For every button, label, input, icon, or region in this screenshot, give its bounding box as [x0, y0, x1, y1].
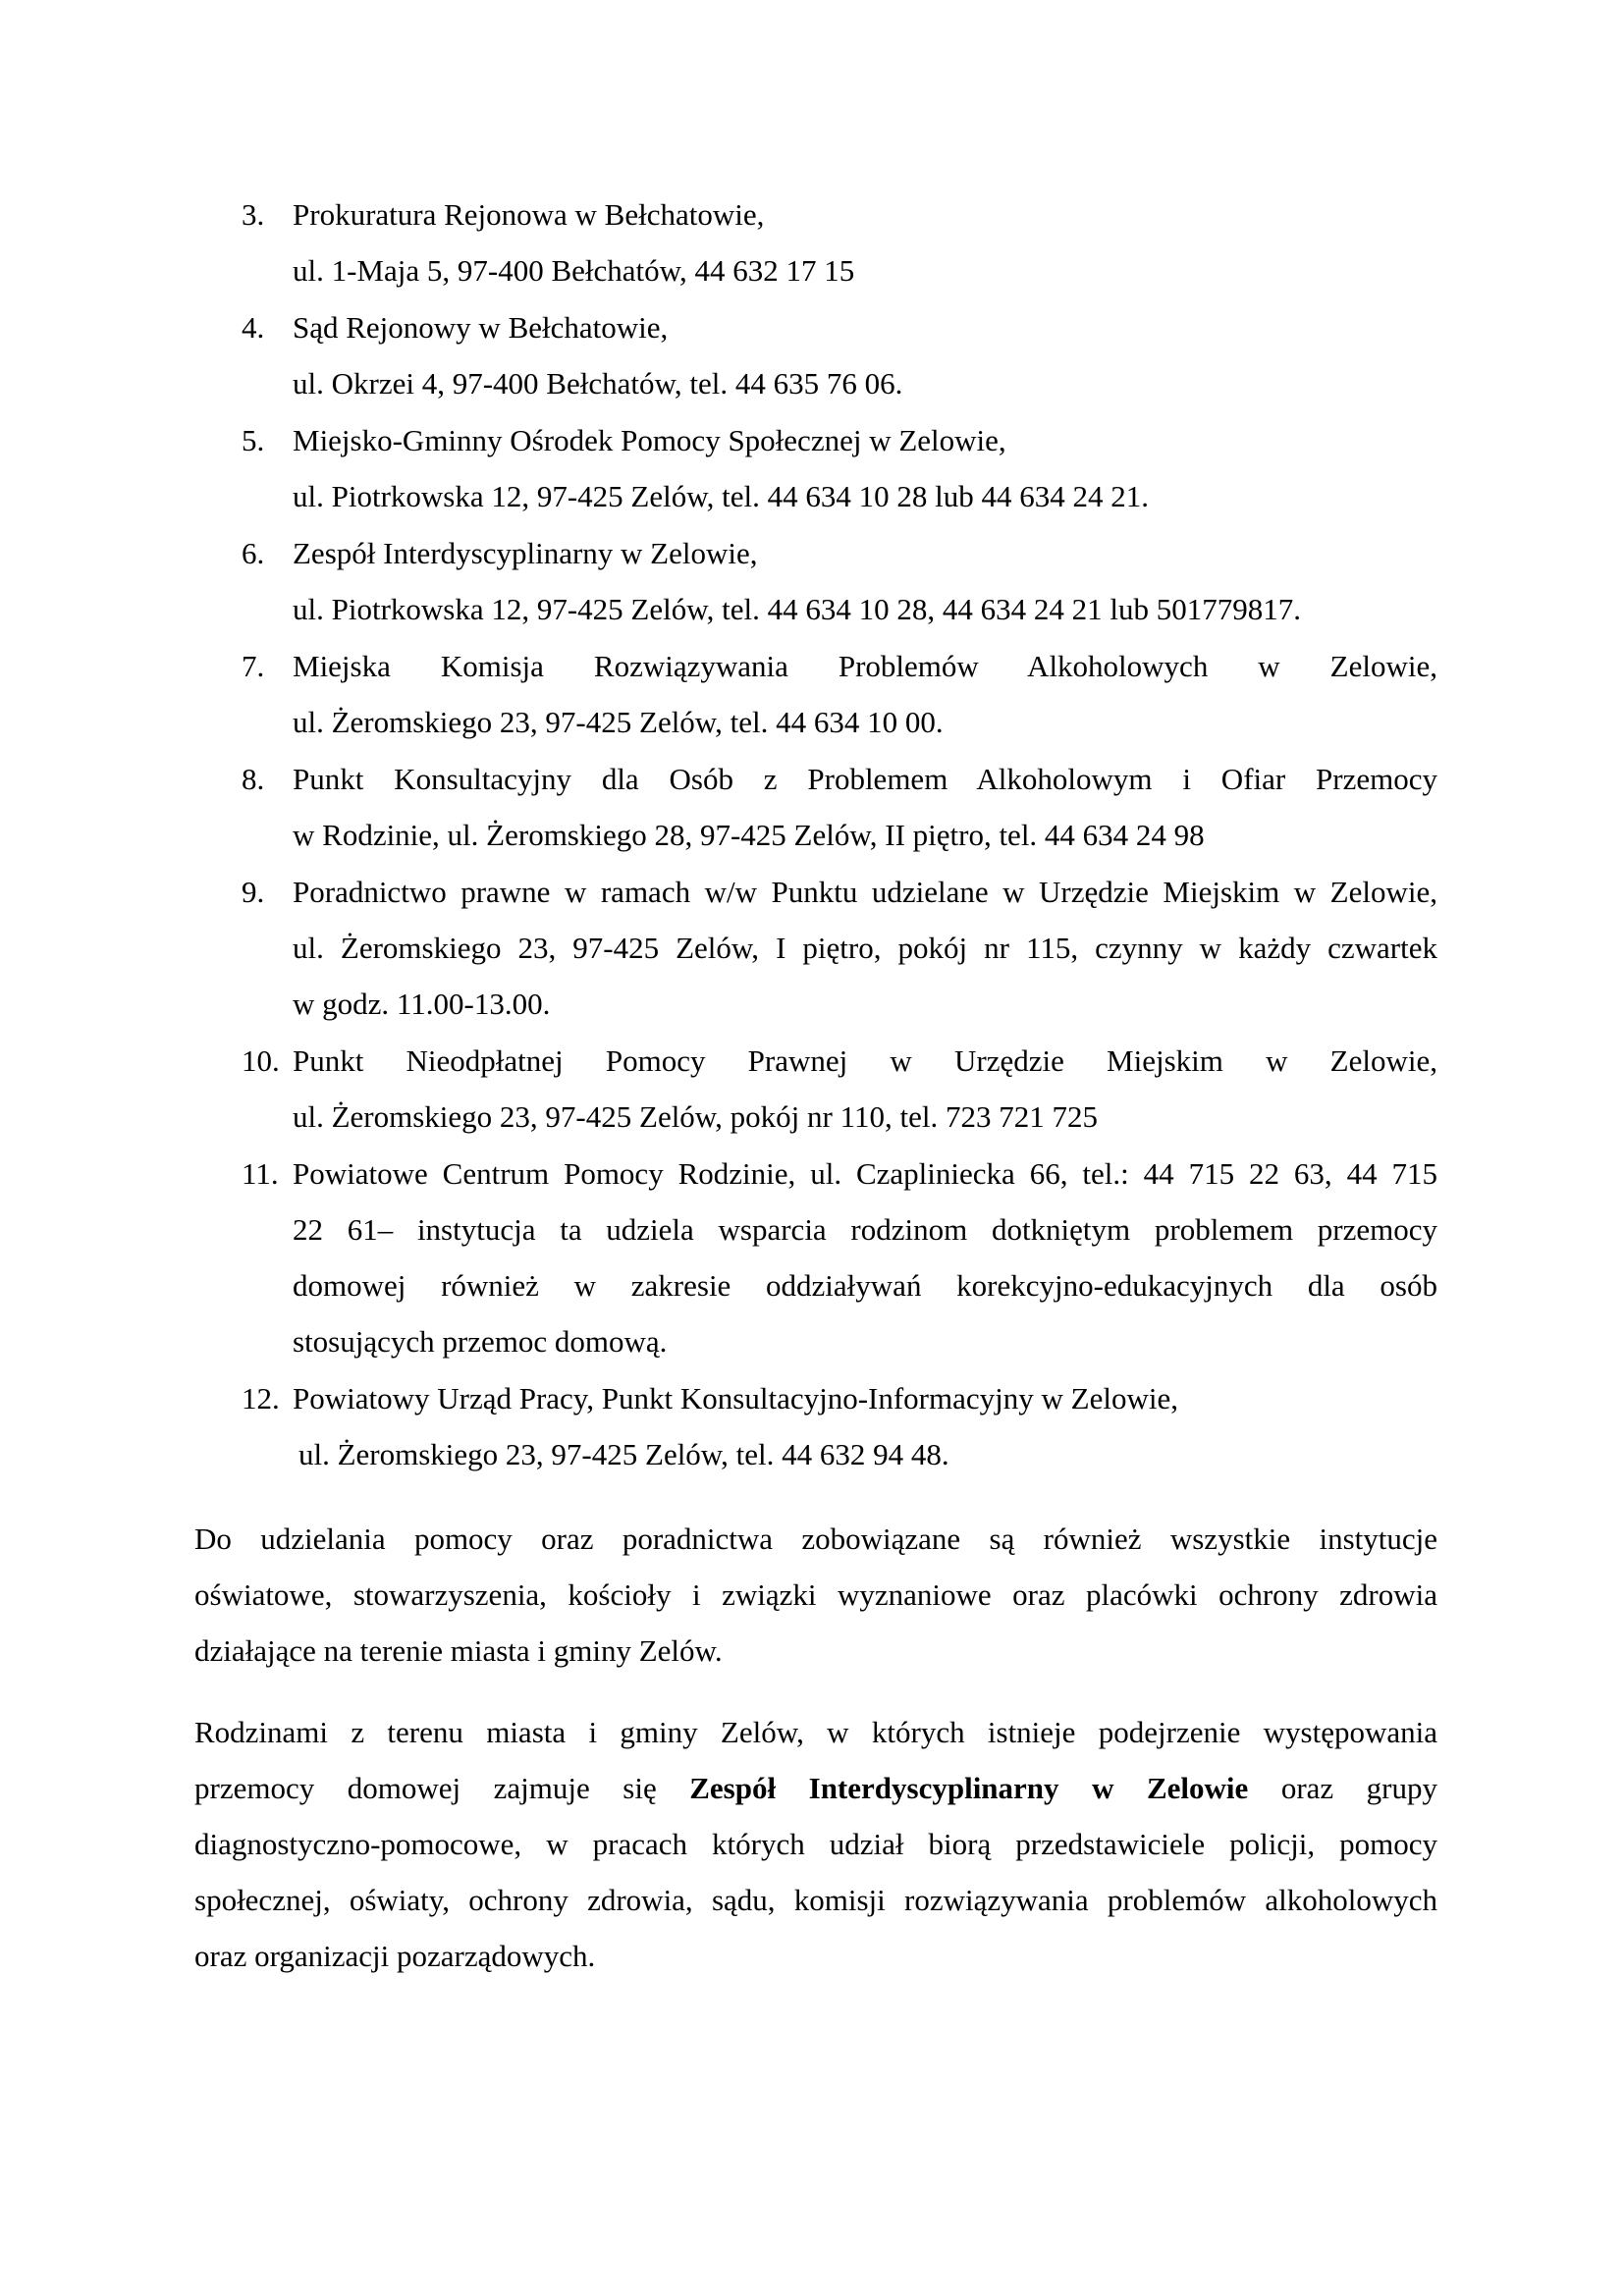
list-item-number: 9. [242, 875, 265, 909]
team-name-bold: Zespół Interdyscyplinarny w Zelowie [689, 1771, 1249, 1805]
list-item-line: ul. Żeromskiego 23, 97-425 Zelów, tel. 44 632 94 48. [298, 1437, 949, 1471]
list-item-number: 8. [242, 762, 265, 796]
list-item-line: Sąd Rejonowy w Bełchatowie, [293, 310, 669, 345]
list-item [242, 299, 1437, 411]
list-item-line: 22 61– instytucja ta udziela wsparcia rodzinom dotkniętym problemem przemocy [293, 1212, 1437, 1247]
list-item-line: Punkt Nieodpłatnej Pomocy Prawnej w Urzędzie Miejskim w Zelowie, [293, 1043, 1437, 1078]
list-item-line: Zespół Interdyscyplinarny w Zelowie, [293, 536, 758, 570]
list-item [242, 1146, 1437, 1369]
list-item [242, 412, 1437, 524]
list-item-line: ul. Żeromskiego 23, 97-425 Zelów, I piętro, pokój nr 115, czynny w każdy czwartek [293, 931, 1437, 965]
list-item-number: 12. [242, 1381, 280, 1415]
list-item-line: ul. 1-Maja 5, 97-400 Bełchatów, 44 632 17 15 [293, 253, 855, 288]
paragraph-line: Do udzielania pomocy oraz poradnictwa zobowiązane są również wszystkie instytucje [194, 1522, 1437, 1556]
paragraph-institutions [194, 1511, 1437, 1679]
list-item-line: ul. Żeromskiego 23, 97-425 Zelów, tel. 44 634 10 00. [293, 705, 944, 739]
list-item-line: ul. Piotrkowska 12, 97-425 Zelów, tel. 44 634 10 28 lub 44 634 24 21. [293, 479, 1149, 513]
list-item [242, 751, 1437, 863]
list-item-number: 3. [242, 197, 265, 232]
list-item [242, 187, 1437, 298]
paragraph-line: oświatowe, stowarzyszenia, kościoły i związki wyznaniowe oraz placówki ochrony zdrowia [194, 1577, 1437, 1612]
paragraph-text: przemocy domowej zajmuje się [194, 1771, 690, 1805]
list-item-line: ul. Piotrkowska 12, 97-425 Zelów, tel. 44 634 10 28, 44 634 24 21 lub 501779817. [293, 592, 1301, 626]
list-item [242, 864, 1437, 1032]
paragraph-line: Rodzinami z terenu miasta i gminy Zelów, w których istnieje podejrzenie występowania [194, 1715, 1437, 1749]
list-item-number: 4. [242, 310, 265, 345]
paragraph-line: działające na terenie miasta i gminy Zelów. [194, 1633, 723, 1668]
list-item-number: 11. [242, 1156, 279, 1191]
list-item-line: w godz. 11.00-13.00. [293, 987, 551, 1021]
institution-list [242, 187, 1437, 1483]
list-item-line: ul. Żeromskiego 23, 97-425 Zelów, pokój nr 110, tel. 723 721 725 [293, 1099, 1098, 1134]
paragraph-team [194, 1704, 1437, 1984]
list-item-line: Powiatowy Urząd Pracy, Punkt Konsultacyjno-Informacyjny w Zelowie, [293, 1381, 1178, 1415]
list-item-number: 10. [242, 1043, 280, 1078]
list-item-line: Punkt Konsultacyjny dla Osób z Problemem Alkoholowym i Ofiar Przemocy [293, 762, 1437, 796]
list-item [242, 525, 1437, 637]
list-item-line: Poradnictwo prawne w ramach w/w Punktu udzielane w Urzędzie Miejskim w Zelowie, [293, 875, 1437, 909]
list-item-line: Miejska Komisja Rozwiązywania Problemów Alkoholowych w Zelowie, [293, 649, 1437, 683]
paragraph-line: oraz organizacji pozarządowych. [194, 1939, 596, 1973]
list-item-line: Miejsko-Gminny Ośrodek Pomocy Społecznej w Zelowie, [293, 423, 1006, 457]
list-item-line: domowej również w zakresie oddziaływań korekcyjno-edukacyjnych dla osób [293, 1268, 1437, 1303]
list-item [242, 638, 1437, 750]
paragraph-line-with-bold [194, 1760, 1437, 1816]
list-item-number: 5. [242, 423, 265, 457]
list-item-number: 7. [242, 649, 265, 683]
paragraph-line: diagnostyczno-pomocowe, w pracach których udział biorą przedstawiciele policji, pomocy [194, 1827, 1437, 1861]
paragraph-line: społecznej, oświaty, ochrony zdrowia, sądu, komisji rozwiązywania problemów alkoholowych [194, 1883, 1437, 1917]
list-item-line: ul. Okrzei 4, 97-400 Bełchatów, tel. 44 635 76 06. [293, 366, 903, 400]
paragraph-text: oraz grupy [1248, 1771, 1438, 1805]
list-item-number: 6. [242, 536, 265, 570]
list-item [242, 1033, 1437, 1145]
list-item-line: stosujących przemoc domową. [293, 1324, 668, 1359]
list-item-line: Prokuratura Rejonowa w Bełchatowie, [293, 197, 765, 232]
list-item-line: w Rodzinie, ul. Żeromskiego 28, 97-425 Zelów, II piętro, tel. 44 634 24 98 [293, 818, 1205, 852]
list-item-line: Powiatowe Centrum Pomocy Rodzinie, ul. Czapliniecka 66, tel.: 44 715 22 63, 44 715 [293, 1156, 1437, 1191]
list-item [242, 1370, 1437, 1482]
